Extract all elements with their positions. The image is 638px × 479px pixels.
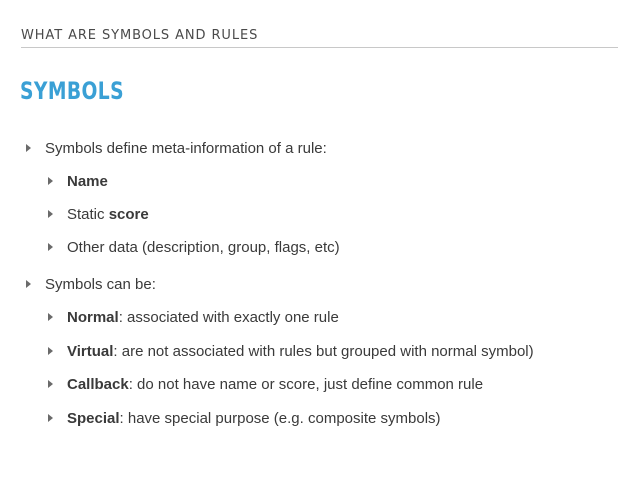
triangle-bullet-icon [26, 280, 31, 288]
list-item-bold: Callback [67, 376, 129, 393]
list-item-bold: Name [67, 173, 108, 190]
list-item-rest: : do not have name or score, just define common rule [128, 376, 484, 393]
triangle-bullet-icon [26, 144, 31, 152]
list-item-prefix: Static [67, 206, 109, 223]
list-item-rest: : are not associated with rules but grouped with normal symbol) [113, 343, 534, 360]
header-title: WHAT ARE SYMBOLS AND RULES [21, 28, 259, 43]
list-item-bold: Virtual [67, 343, 114, 360]
list-item [48, 343, 534, 361]
list-item-text: Other data (description, group, flags, etc) [67, 239, 340, 256]
list-item [48, 309, 339, 327]
triangle-bullet-icon [48, 380, 53, 388]
list-item [48, 410, 441, 428]
list-item [48, 206, 149, 224]
list-item-text: Symbols can be: [45, 276, 156, 293]
list-item-bold: Normal [67, 309, 119, 326]
list-item-bold: Special [67, 410, 120, 427]
list-item [48, 376, 483, 394]
list-item [26, 276, 156, 294]
page-title: SYMBOLS [20, 77, 124, 105]
list-item [48, 173, 108, 191]
list-item-bold: score [108, 206, 149, 223]
triangle-bullet-icon [48, 243, 53, 251]
triangle-bullet-icon [48, 210, 53, 218]
triangle-bullet-icon [48, 177, 53, 185]
list-item [26, 140, 327, 158]
list-item-text: Symbols define meta-information of a rule: [45, 140, 327, 157]
list-item-rest: : associated with exactly one rule [118, 309, 339, 326]
triangle-bullet-icon [48, 347, 53, 355]
triangle-bullet-icon [48, 414, 53, 422]
list-item-rest: : have special purpose (e.g. composite symbols) [119, 410, 441, 427]
triangle-bullet-icon [48, 313, 53, 321]
list-item [48, 239, 340, 257]
